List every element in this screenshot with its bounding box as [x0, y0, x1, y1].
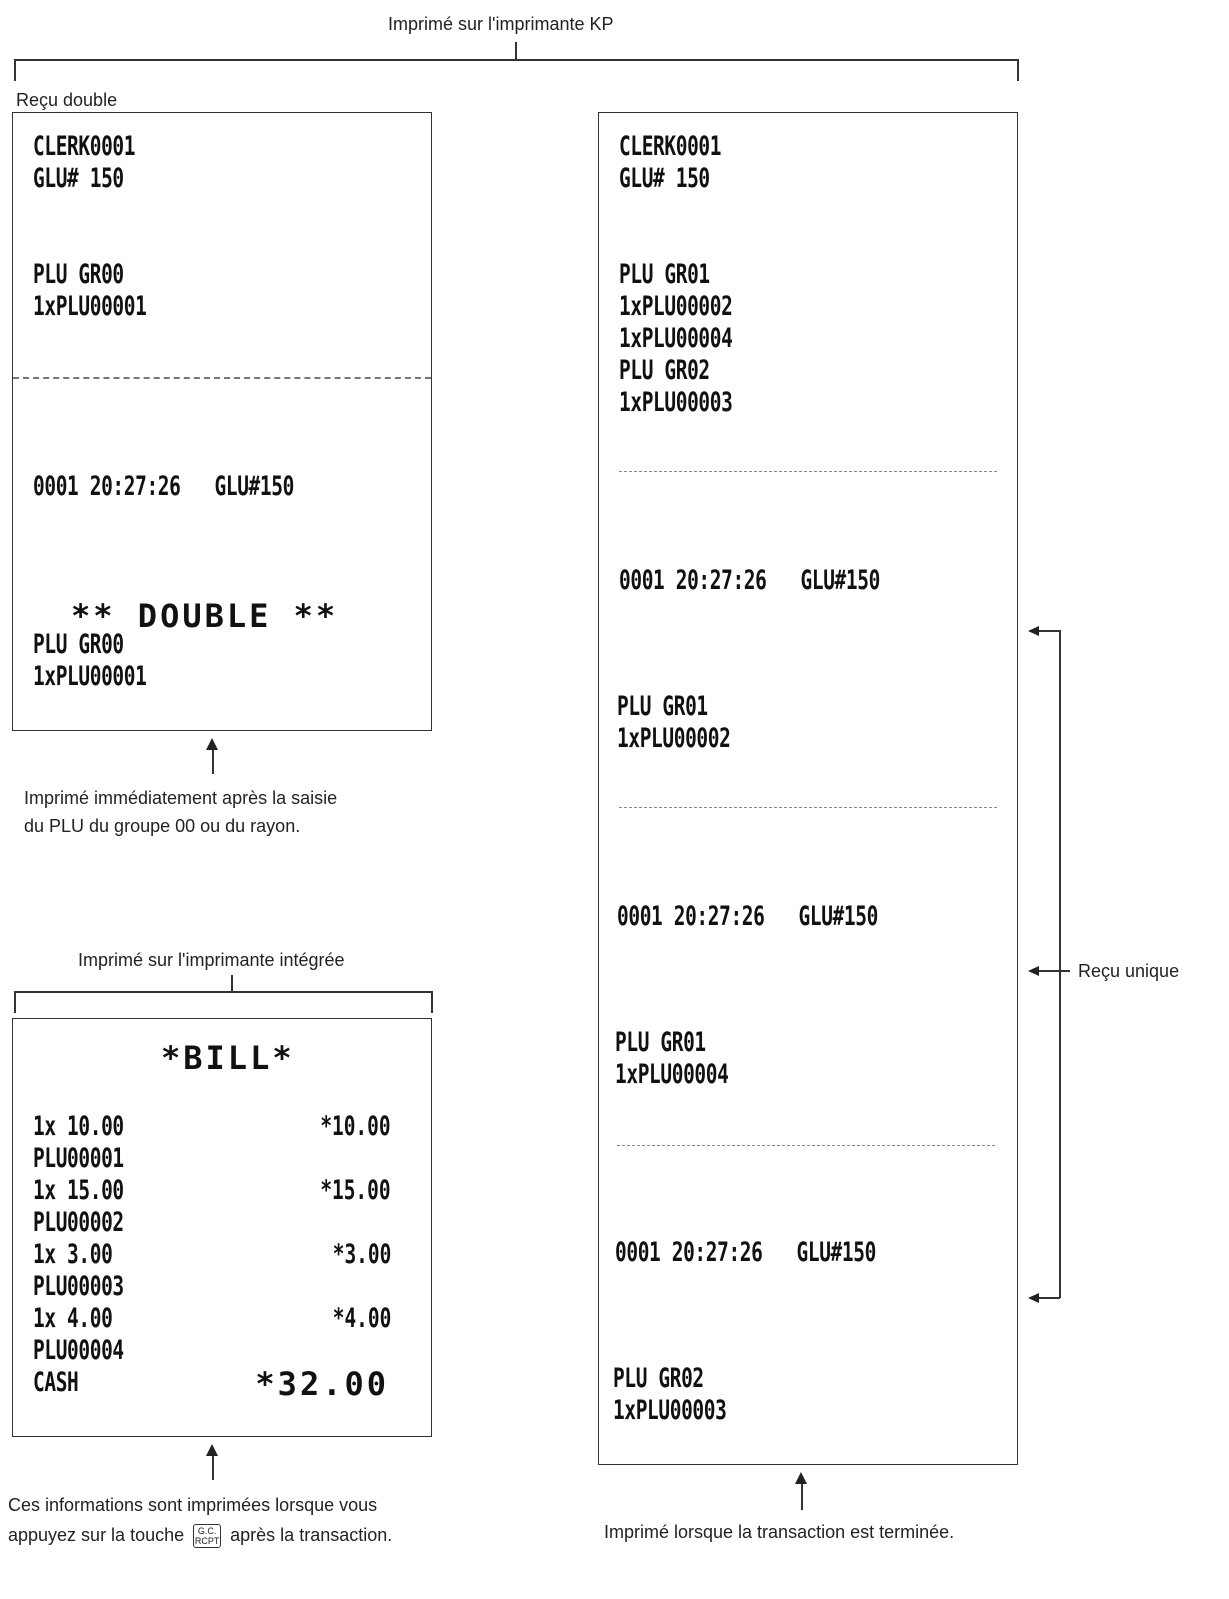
single-bracket-bottom: [1036, 1297, 1060, 1299]
double-group: PLU GR00: [33, 629, 124, 660]
receipt-footer: 0001 20:27:26 GLU#150: [33, 471, 294, 502]
kp-printer-caption: Imprimé sur l'imprimante KP: [388, 14, 614, 34]
receipt-glu: GLU# 150: [33, 163, 124, 194]
section-footer: 0001 20:27:26 GLU#150: [615, 1237, 876, 1268]
gc-key-top: G.C.: [197, 1526, 217, 1537]
section-group: PLU GR01: [617, 691, 708, 722]
kp-bracket-bar: [14, 59, 1018, 61]
single-bracket-top: [1036, 630, 1060, 632]
double-item: 1xPLU00001: [33, 661, 147, 692]
receipt-line: PLU GR01: [619, 259, 710, 290]
bill-title: *BILL*: [161, 1039, 295, 1077]
arrow-shaft: [212, 748, 214, 774]
receipt-glu: GLU# 150: [619, 163, 710, 194]
double-receipt: [12, 112, 432, 731]
bill-item-amount: *4.00: [332, 1303, 391, 1334]
arrow-left-icon: [1028, 1293, 1039, 1303]
arrow-shaft: [801, 1482, 803, 1510]
receipt-line: 1xPLU00002: [619, 291, 733, 322]
separator: [619, 807, 997, 808]
kp-bracket-tick: [515, 42, 517, 59]
bill-item-amount: *3.00: [332, 1239, 391, 1270]
receipt-group: PLU GR00: [33, 259, 124, 290]
cut-line: [13, 377, 431, 379]
double-title: ** DOUBLE **: [71, 597, 339, 635]
arrow-up-icon: [206, 738, 218, 750]
arrow-up-icon: [206, 1444, 218, 1456]
bill-receipt: [12, 1018, 432, 1437]
double-receipt-caption: Reçu double: [16, 90, 118, 110]
bill-item-qty: 1x 10.00: [33, 1111, 124, 1142]
separator: [619, 471, 997, 472]
section-footer: 0001 20:27:26 GLU#150: [619, 565, 880, 596]
section-item: 1xPLU00004: [615, 1059, 729, 1090]
note-bill-2: [8, 1521, 392, 1549]
note-bill-1: Ces informations sont imprimées lorsque vous: [8, 1495, 378, 1515]
bill-item-qty: 1x 3.00: [33, 1239, 113, 1270]
section-group: PLU GR01: [615, 1027, 706, 1058]
arrow-up-icon: [795, 1472, 807, 1484]
int-bracket-left: [14, 991, 16, 1013]
note-bill-2b: après la transaction.: [230, 1525, 393, 1545]
single-receipt-caption: Reçu unique: [1078, 961, 1180, 981]
bill-item-qty: 1x 4.00: [33, 1303, 113, 1334]
receipt-clerk: CLERK0001: [33, 131, 136, 162]
kp-receipt: [598, 112, 1018, 1465]
receipt-line: PLU GR02: [619, 355, 710, 386]
arrow-shaft: [212, 1454, 214, 1480]
gc-rcpt-key-icon: [193, 1524, 221, 1548]
single-bracket-middle: [1036, 970, 1070, 972]
bill-item-name: PLU00003: [33, 1271, 124, 1302]
int-bracket-right: [431, 991, 433, 1013]
receipt-line: 1xPLU00003: [619, 387, 733, 418]
bill-cash-label: CASH: [33, 1367, 79, 1398]
bill-item-name: PLU00004: [33, 1335, 124, 1366]
note-immediate-2: du PLU du groupe 00 ou du rayon.: [24, 816, 301, 836]
arrow-left-icon: [1028, 626, 1039, 636]
receipt-item: 1xPLU00001: [33, 291, 147, 322]
note-done: Imprimé lorsque la transaction est terminée.: [604, 1522, 955, 1542]
bill-item-amount: *10.00: [320, 1111, 391, 1142]
kp-bracket-right: [1017, 59, 1019, 81]
separator: [617, 1145, 995, 1146]
bill-item-name: PLU00001: [33, 1143, 124, 1174]
section-group: PLU GR02: [613, 1363, 704, 1394]
bill-item-qty: 1x 15.00: [33, 1175, 124, 1206]
int-bracket-bar: [14, 991, 432, 993]
bill-cash-total: *32.00: [255, 1365, 389, 1403]
arrow-left-icon: [1028, 966, 1039, 976]
single-bracket-vertical: [1059, 630, 1061, 1298]
section-item: 1xPLU00003: [613, 1395, 727, 1426]
kp-bracket-left: [14, 59, 16, 81]
int-bracket-tick: [231, 975, 233, 992]
bill-item-amount: *15.00: [320, 1175, 391, 1206]
gc-key-bottom: RCPT: [194, 1536, 220, 1547]
note-immediate-1: Imprimé immédiatement après la saisie: [24, 788, 338, 808]
receipt-clerk: CLERK0001: [619, 131, 722, 162]
section-footer: 0001 20:27:26 GLU#150: [617, 901, 878, 932]
integrated-printer-caption: Imprimé sur l'imprimante intégrée: [78, 950, 345, 970]
note-bill-2a: appuyez sur la touche: [8, 1525, 185, 1545]
bill-item-name: PLU00002: [33, 1207, 124, 1238]
receipt-line: 1xPLU00004: [619, 323, 733, 354]
section-item: 1xPLU00002: [617, 723, 731, 754]
